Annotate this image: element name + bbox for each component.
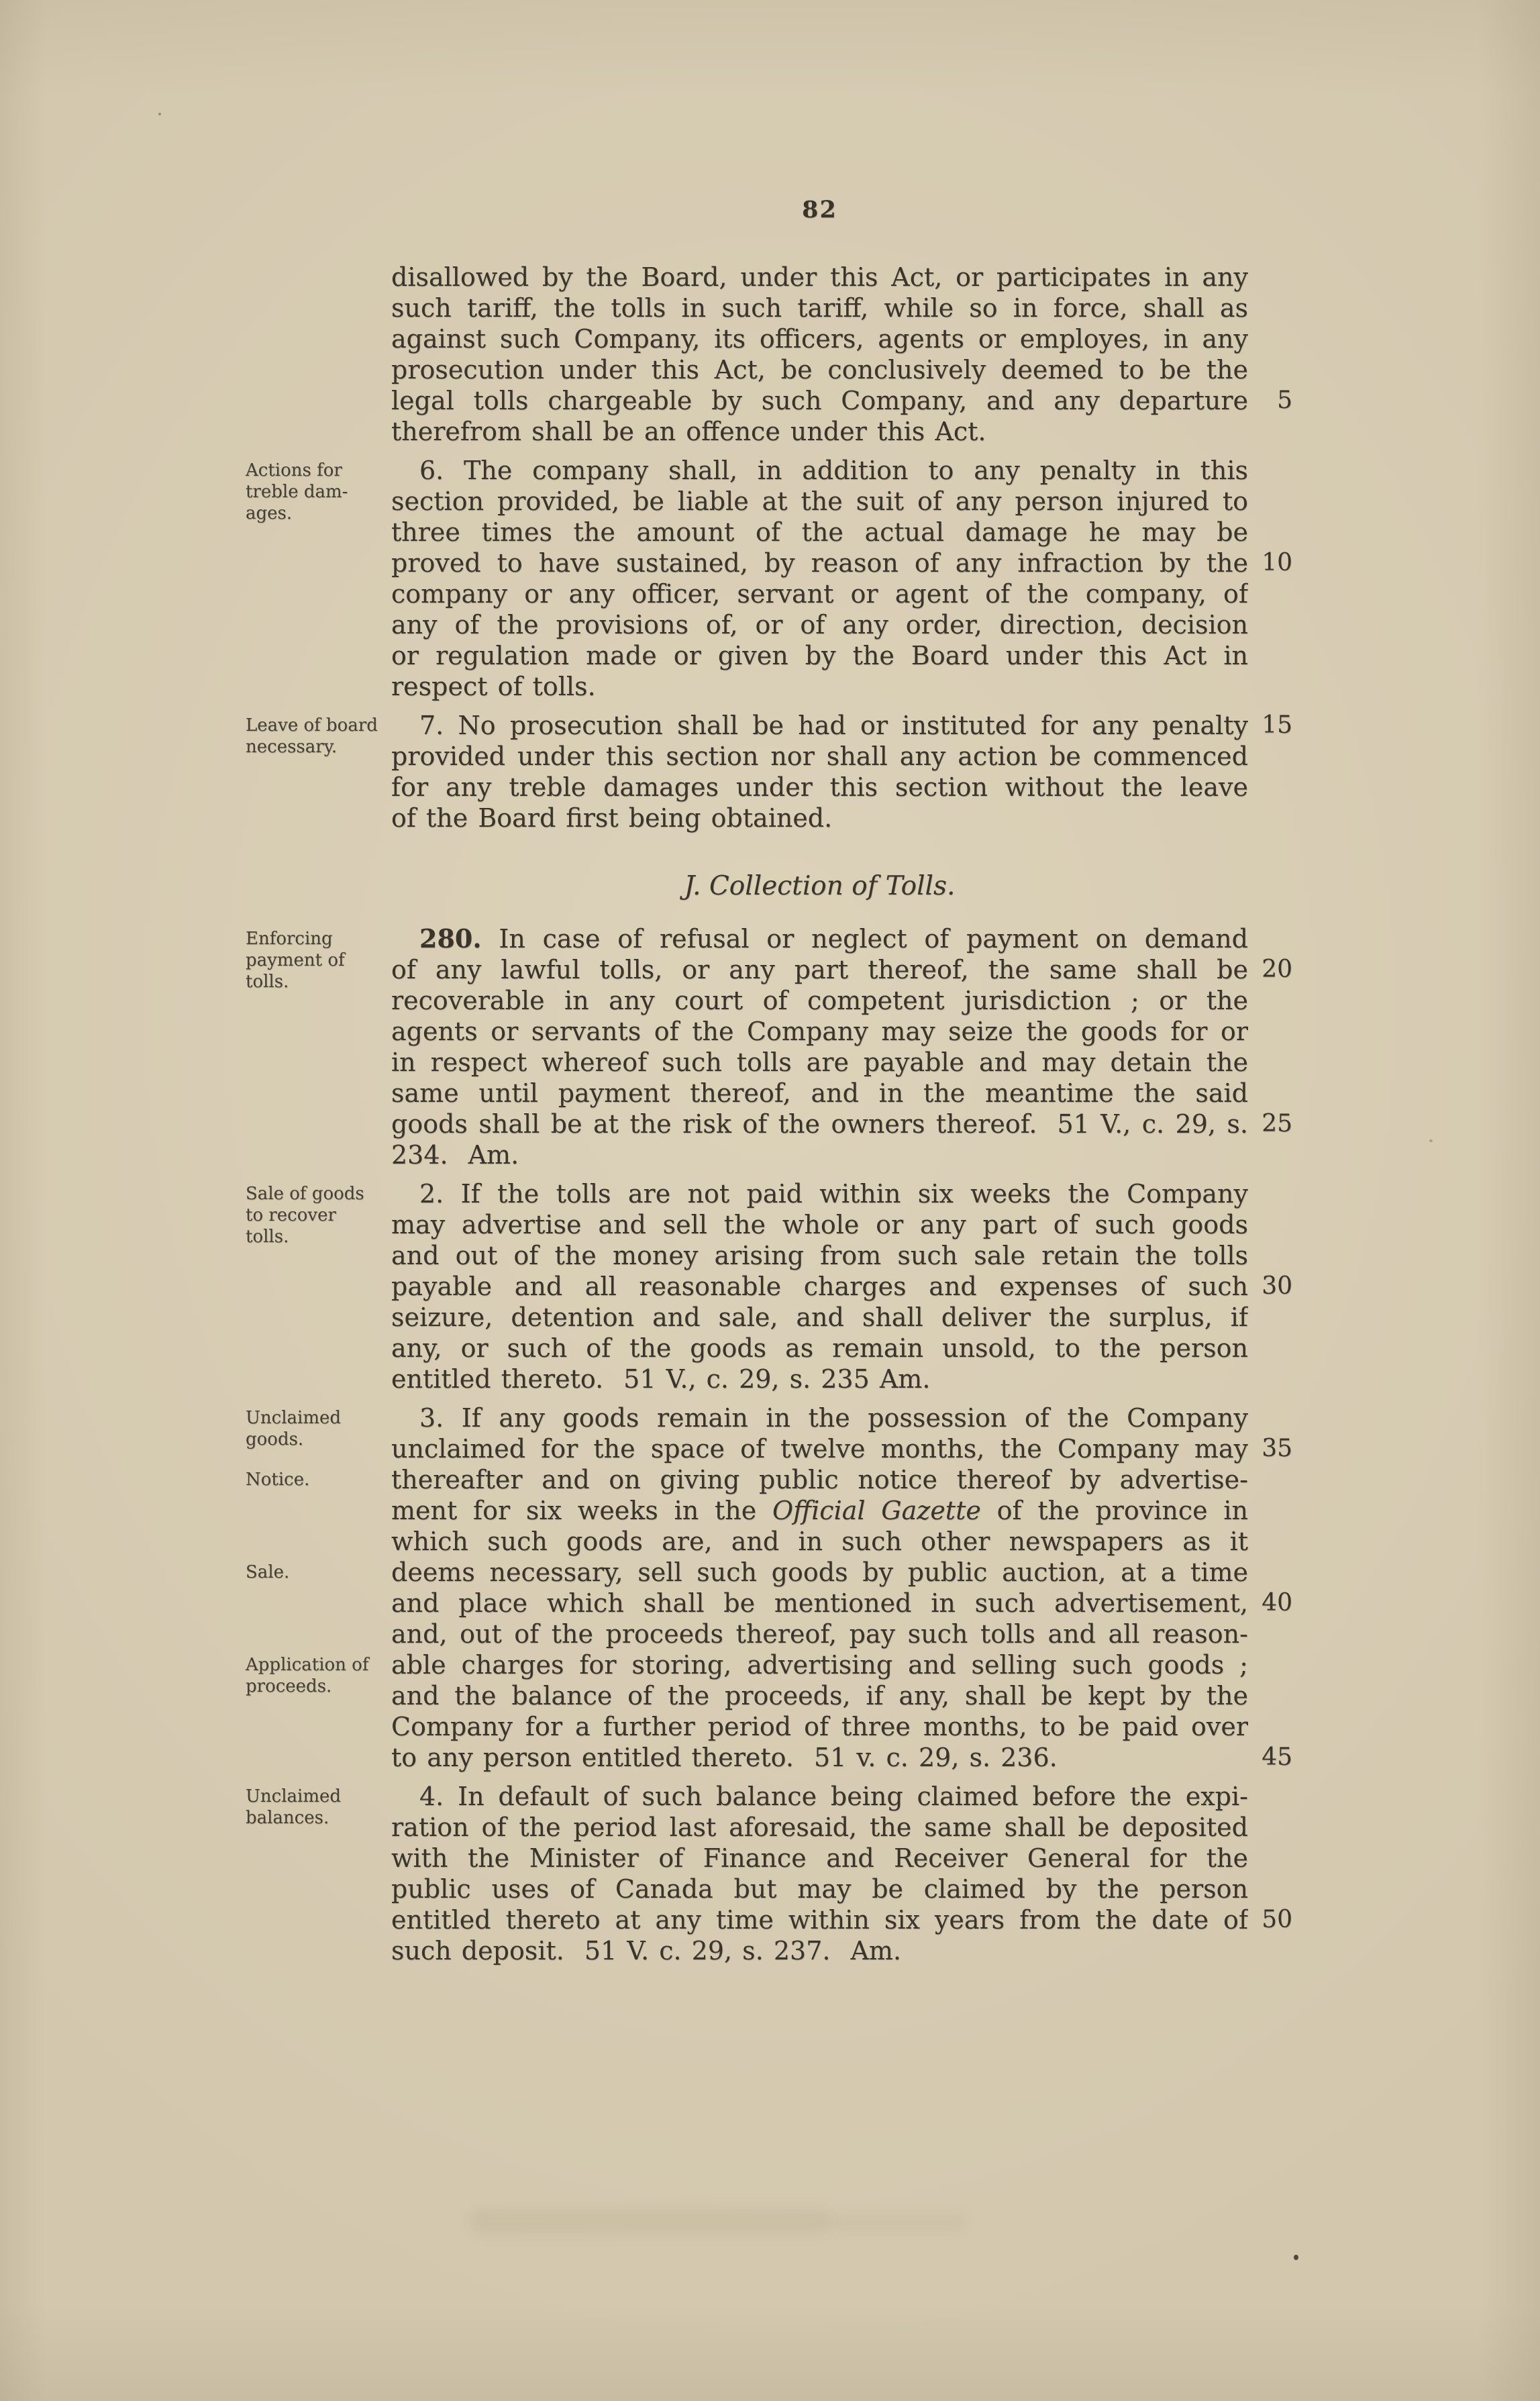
text-line-row (0, 354, 1540, 385)
paragraph-gap (0, 447, 1540, 455)
text-segment: of the province in (980, 1496, 1248, 1525)
text-line-row (0, 385, 1540, 416)
text-line-row (0, 1109, 1540, 1139)
text-segment: of the Board first being obtained. (391, 803, 833, 833)
text-line-row (0, 578, 1540, 609)
body-text (391, 1464, 1248, 1495)
text-segment: may advertise and sell the whole or any part of such goods (391, 1210, 1248, 1239)
text-segment: any of the provisions of, or of any order, direction, decision (391, 610, 1248, 640)
text-segment: recoverable in any court of competent jurisdiction ; or the (391, 986, 1248, 1015)
text-segment: 7. No prosecution shall be had or instituted for any penalty (419, 711, 1248, 740)
margin-note: Actions for treble dam- ages. (246, 460, 348, 523)
text-line-row (0, 1557, 1540, 1588)
text-segment: 2. If the tolls are not paid within six weeks the Company (419, 1179, 1248, 1209)
margin-note: Sale. (246, 1562, 290, 1582)
text-segment: 3. If any goods remain in the possession of the Company (419, 1403, 1248, 1433)
text-segment: disallowed by the Board, under this Act, or participates in any (391, 262, 1248, 292)
text-line-row (0, 803, 1540, 833)
citation: 51 V., c. 29, s. (1057, 1109, 1248, 1139)
text-line-row (0, 1209, 1540, 1240)
text-line-row (0, 1904, 1540, 1935)
text-line-row (0, 1139, 1540, 1170)
margin-note: Enforcing payment of tolls. (246, 929, 345, 992)
text-segment: proved to have sustained, by reason of any infraction by the (391, 548, 1248, 578)
paragraph-gap (0, 1170, 1540, 1178)
body-text (391, 1904, 1248, 1935)
text-line-row (0, 517, 1540, 548)
body-text (391, 262, 1248, 293)
margin-note: Unclaimed balances. (246, 1786, 342, 1828)
text-segment: provided under this section nor shall any action be commenced (391, 742, 1248, 771)
body-text (391, 1935, 1248, 1966)
text-segment: three times the amount of the actual damage he may be (391, 517, 1248, 547)
text-line-row (0, 772, 1540, 803)
margin-note: Leave of board necessary. (246, 715, 378, 757)
text-line-row (0, 1047, 1540, 1078)
text-segment: In case of refusal or neglect of payment on demand (481, 924, 1248, 954)
line-number: 20 (1262, 956, 1292, 983)
text-line-row (0, 1526, 1540, 1557)
body-text (391, 741, 1248, 772)
margin-note: Unclaimed goods. (246, 1408, 342, 1449)
body-text (391, 1178, 1248, 1209)
text-line-row (0, 1935, 1540, 1966)
text-line-row (0, 1464, 1540, 1495)
body-text (391, 954, 1248, 985)
citation: 51 V. c. 29, s. 237. (584, 1936, 831, 1965)
text-line-row (0, 1240, 1540, 1271)
body-text (391, 1843, 1248, 1874)
body-text (391, 1495, 1248, 1526)
text-line-row (0, 1742, 1540, 1773)
text-segment: public uses of Canada but may be claimed by the person (391, 1874, 1248, 1904)
body-text (391, 1364, 1248, 1394)
body-text (391, 640, 1248, 671)
section-heading: J. Collection of Tolls. (684, 871, 956, 901)
line-number: 50 (1262, 1906, 1292, 1933)
text-segment: 280. (419, 923, 482, 954)
line-number: 15 (1262, 711, 1292, 739)
line-number: 5 (1277, 387, 1292, 414)
citation: 51 V., c. 29, s. 235 Am. (623, 1364, 931, 1394)
body-text (391, 1742, 1248, 1773)
text-line-row (0, 323, 1540, 354)
text-segment: thereafter and on giving public notice thereof by advertise- (391, 1465, 1248, 1494)
body-text (391, 671, 1248, 702)
text-segment: agents or servants of the Company may seize the goods for or (391, 1017, 1248, 1046)
body-text (391, 1649, 1248, 1680)
body-text (391, 1711, 1248, 1742)
body-text (391, 578, 1248, 609)
text-line-row (0, 1874, 1540, 1904)
text-segment: able charges for storing, advertising and selling such goods ; (391, 1650, 1248, 1680)
body-text (391, 1874, 1248, 1904)
text-line-row (0, 1680, 1540, 1711)
body-text (391, 455, 1248, 486)
margin-note: Sale of goods to recover tolls. (246, 1184, 364, 1247)
text-segment: ration of the period last aforesaid, the same shall be deposited (391, 1812, 1248, 1842)
text-segment: unclaimed for the space of twelve months, the Company may (391, 1434, 1248, 1464)
text-segment: entitled thereto at any time within six years from the date of (391, 1905, 1248, 1935)
body-text (391, 1240, 1248, 1271)
margin-note: Application of proceeds. (246, 1655, 369, 1696)
line-number: 30 (1262, 1272, 1292, 1300)
line-number: 35 (1262, 1435, 1292, 1462)
text-line-row (0, 741, 1540, 772)
body-text (391, 354, 1248, 385)
body-text (391, 1078, 1248, 1109)
text-segment: Company for a further period of three months, to be paid over (391, 1712, 1248, 1741)
text-line-row (0, 1843, 1540, 1874)
body-text (391, 1209, 1248, 1240)
line-number: 45 (1262, 1743, 1292, 1771)
text-line-row (0, 1333, 1540, 1364)
line-number: 10 (1262, 549, 1292, 576)
text-segment: same until payment thereof, and in the meantime the said (391, 1078, 1248, 1108)
text-segment: and, out of the proceeds thereof, pay such tolls and all reason- (391, 1619, 1248, 1649)
body-text (391, 416, 1248, 447)
text-line-row (0, 1433, 1540, 1464)
body-text (391, 1619, 1248, 1649)
text-segment: for any treble damages under this section without the leave (391, 772, 1248, 802)
text-segment: company or any officer, servant or agent of the company, of (391, 579, 1248, 609)
content (0, 262, 1540, 1974)
body-text (391, 803, 1248, 833)
text-line-row (0, 1619, 1540, 1649)
text-line-row (0, 293, 1540, 323)
text-segment: such tariff, the tolls in such tariff, while so in force, shall as (391, 293, 1248, 323)
paragraph-gap (0, 702, 1540, 710)
text-line-row (0, 548, 1540, 578)
page-number: 82 (802, 196, 837, 223)
paper-speck (1429, 1139, 1433, 1142)
body-text (391, 1812, 1248, 1843)
body-text (391, 1333, 1248, 1364)
show-through-smudge (470, 2209, 832, 2233)
body-text (391, 1016, 1248, 1047)
text-segment: with the Minister of Finance and Receiver General for the (391, 1843, 1248, 1873)
text-line-row (0, 262, 1540, 293)
body-text (391, 293, 1248, 323)
body-text (391, 1271, 1248, 1302)
text-line-row (0, 609, 1540, 640)
text-line-row (0, 985, 1540, 1016)
body-text (391, 385, 1248, 416)
text-segment: against such Company, its officers, agents or employes, in any (391, 324, 1248, 354)
paragraph-gap (0, 1394, 1540, 1402)
body-text (391, 985, 1248, 1016)
body-text (391, 323, 1248, 354)
text-segment: and out of the money arising from such sale retain the tolls (391, 1241, 1248, 1270)
paragraph-gap (0, 1773, 1540, 1781)
text-segment: and place which shall be mentioned in such advertisement, (391, 1588, 1248, 1618)
text-segment: ment for six weeks in the (391, 1496, 773, 1525)
text-line-row (0, 671, 1540, 702)
text-line-row (0, 1271, 1540, 1302)
text-segment: Official Gazette (772, 1496, 981, 1525)
text-line-row (0, 640, 1540, 671)
body-text (391, 1402, 1248, 1433)
body-text (391, 1302, 1248, 1333)
body-text (391, 1433, 1248, 1464)
text-line-row (0, 1364, 1540, 1394)
line-number: 40 (1262, 1589, 1292, 1617)
text-segment: in respect whereof such tolls are payable and may detain the (391, 1048, 1248, 1077)
text-line-row (0, 1812, 1540, 1843)
text-segment: which such goods are, and in such other newspapers as it (391, 1527, 1248, 1556)
text-line-row (0, 954, 1540, 985)
text-segment: deems necessary, sell such goods by public auction, at a time (391, 1557, 1248, 1587)
body-text (391, 710, 1248, 741)
body-text (391, 772, 1248, 803)
text-line-row (0, 416, 1540, 447)
body-text (391, 1781, 1248, 1812)
show-through-smudge (832, 2213, 966, 2232)
body-text (391, 486, 1248, 517)
body-text (391, 923, 1248, 954)
text-segment: legal tolls chargeable by such Company, and any departure (391, 386, 1248, 415)
body-text (391, 1047, 1248, 1078)
text-segment: therefrom shall be an offence under this Act. (391, 417, 986, 446)
body-text (391, 609, 1248, 640)
body-text (391, 1588, 1248, 1619)
text-line-row (0, 486, 1540, 517)
text-line-row (0, 1302, 1540, 1333)
body-text (391, 1680, 1248, 1711)
body-text (391, 1139, 1248, 1170)
text-segment: 4. In default of such balance being claimed before the expi- (419, 1782, 1248, 1811)
text-segment: goods shall be at the risk of the owners thereof. (391, 1109, 1037, 1139)
line-number: 25 (1262, 1110, 1292, 1137)
text-line-row (0, 1016, 1540, 1047)
body-text (391, 1526, 1248, 1557)
paper-speck (1294, 2255, 1298, 2260)
body-text (391, 548, 1248, 578)
text-segment: payable and all reasonable charges and expenses of such (391, 1272, 1248, 1301)
citation: 51 v. c. 29, s. 236. (813, 1743, 1058, 1772)
paragraph-gap (0, 1966, 1540, 1974)
body-text (391, 1557, 1248, 1588)
paper-speck (158, 113, 161, 115)
text-line-row (0, 1078, 1540, 1109)
paragraph-gap (0, 833, 1540, 841)
text-line-row (0, 1711, 1540, 1742)
text-segment: any, or such of the goods as remain unsold, to the person (391, 1333, 1248, 1363)
text-segment: of any lawful tolls, or any part thereof, the same shall be (391, 955, 1248, 984)
citation: Am. (850, 1936, 902, 1965)
text-segment: such deposit. (391, 1936, 564, 1965)
text-segment: to any person entitled thereto. (391, 1743, 794, 1772)
text-line-row (0, 1495, 1540, 1526)
text-segment: prosecution under this Act, be conclusively deemed to be the (391, 355, 1248, 385)
section-heading-row (0, 841, 1540, 923)
text-segment: or regulation made or given by the Board under this Act in (391, 641, 1248, 670)
text-segment: and the balance of the proceeds, if any, shall be kept by the (391, 1681, 1248, 1710)
text-line-row (0, 1588, 1540, 1619)
text-segment: section provided, be liable at the suit of any person injured to (391, 487, 1248, 516)
body-text (391, 1109, 1248, 1139)
body-text (391, 517, 1248, 548)
text-segment: respect of tolls. (391, 672, 596, 701)
citation: Am. (468, 1140, 519, 1170)
text-segment: seizure, detention and sale, and shall deliver the surplus, if (391, 1302, 1248, 1332)
text-segment: 6. The company shall, in addition to any penalty in this (419, 456, 1248, 485)
margin-note: Notice. (246, 1470, 310, 1490)
text-segment: 234. (391, 1140, 448, 1170)
text-segment: entitled thereto. (391, 1364, 604, 1394)
